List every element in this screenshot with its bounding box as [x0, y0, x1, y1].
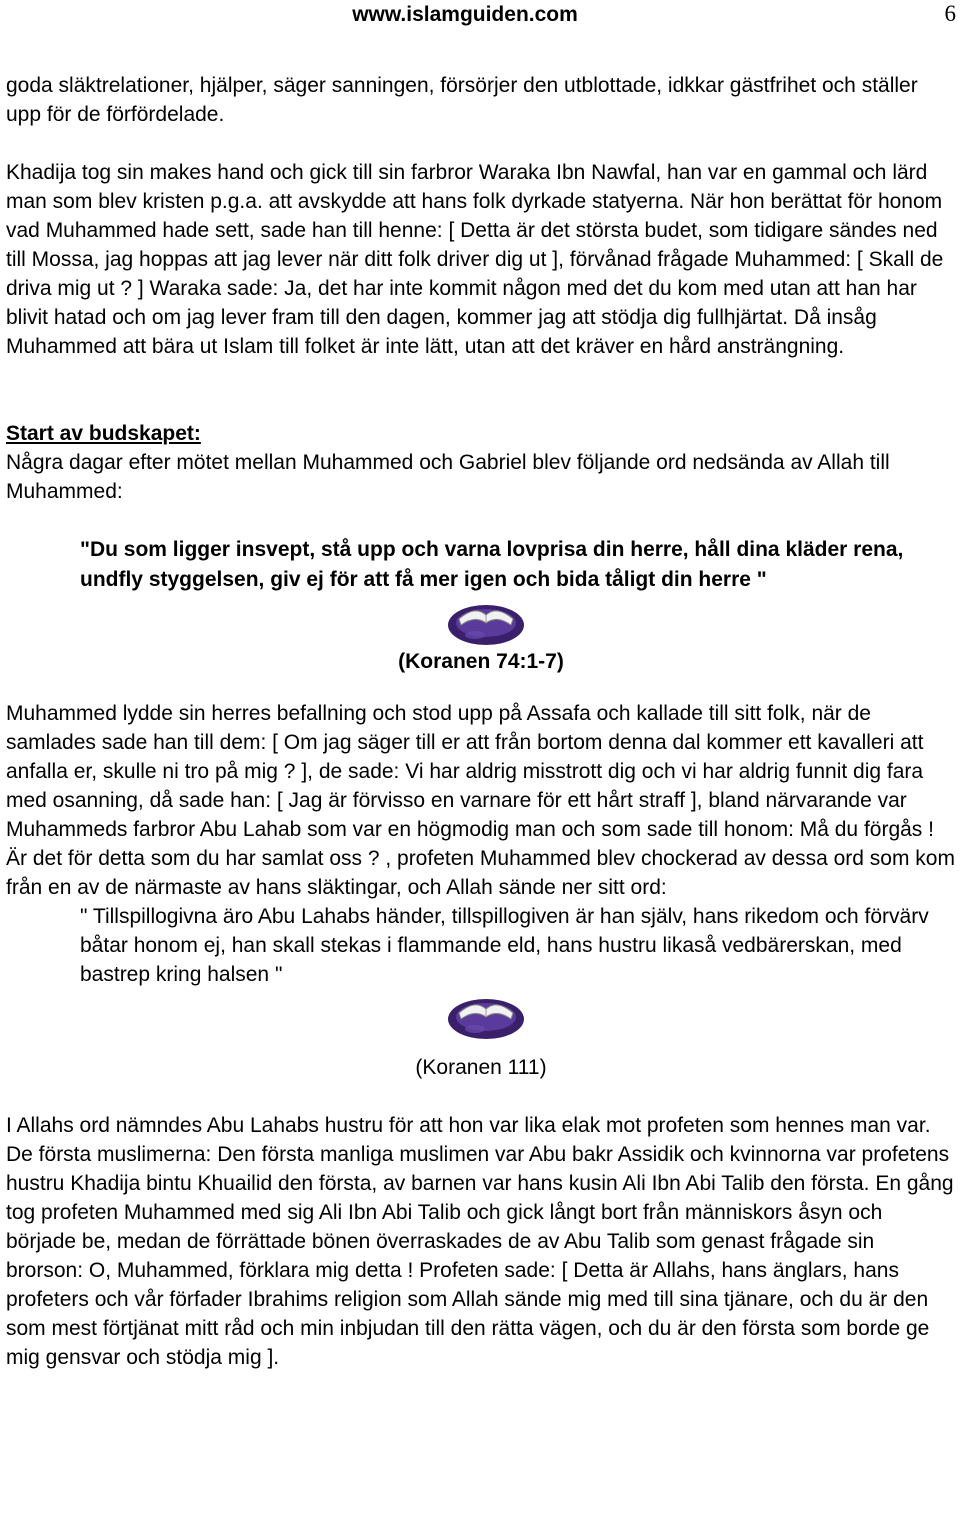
- paragraph-revelation-intro: Några dagar efter mötet mellan Muhammed och Gabriel blev följande ord nedsända av Allah till Muhammed:: [6, 451, 890, 503]
- page-number: 6: [944, 1, 956, 26]
- quran-quote-74: "Du som ligger insvept, stå upp och varna lovprisa din herre, håll dina kläder rena, undfly styggelsen, giv ej för att få mer igen och bida tåligt din herre ": [80, 538, 904, 591]
- book-icon-wrapper-2: [6, 989, 956, 1041]
- paragraph-first-muslims: I Allahs ord nämndes Abu Lahabs hustru för att hon var lika elak mot profeten som hennes man var. De första muslimerna: Den första manliga muslimen var Abu bakr Assidik och kvinnorna var profetens hustru Khadija bintu Khuailid den första, av barnen var hans kusin Ali Ibn Abi Talib den första. En gång tog profeten Muhammed med sig Ali Ibn Abi Talib och gick långt bort från människors åsyn och började be, medan de förrättade bönen överraskades de av Abu Talib som genast frågade sin brorson: O, Muhammed, förklara mig detta ! Profeten sade: [ Detta är Allahs, hans änglars, hans profeters och vår förfader Ibrahims religion som Allah sände mig med till sina tjänare, och du är den som mest förtjänat mitt råd och min inbjudan till den rätta vägen, och du är den första som borde ge mig gensvar och stödja mig ].: [6, 1114, 954, 1369]
- paragraph-assafa: Muhammed lydde sin herres befallning och stod upp på Assafa och kallade till sitt folk, när de samlades sade han till dem: [ Om jag säger till er att från bortom denna dal kommer ett kavalleri att anfalla er, skulle ni tro på mig ? ], de sade: Vi har aldrig misstrott dig och vi har aldrig funnit dig fara med osanning, då sade han: [ Jag är förvisso en varnare för ett hårt straff ], bland närvarande var Muhammeds farbror Abu Lahab som var en högmodig man och som sade till honom: Må du förgås ! Är det för detta som du har samlat oss ? , profeten Muhammed blev chockerad av dessa ord som kom från en av de närmaste av hans släktingar, och Allah sände ner sitt ord:: [6, 702, 955, 899]
- quran-reference-74: (Koranen 74:1-7): [398, 650, 564, 673]
- quran-book-icon: [445, 595, 527, 647]
- quran-quote-111: " Tillspillogivna äro Abu Lahabs händer, tillspillogiven är han själv, hans rikedom och förvärv båtar honom ej, han skall stekas i flammande eld, hans hustru likaså vedbärerskan, med bastrep kring halsen ": [80, 905, 929, 986]
- book-icon-wrapper: [6, 595, 956, 647]
- quran-book-icon: [445, 989, 527, 1041]
- quran-reference-111: (Koranen 111): [415, 1056, 547, 1079]
- paragraph-intro: goda släktrelationer, hjälper, säger sanningen, försörjer den utblottade, idkkar gästfrihet och ställer upp för de förfördelade.: [6, 74, 918, 126]
- page-content: [6, 71, 956, 1372]
- paragraph-khadija-waraka: Khadija tog sin makes hand och gick till sin farbror Waraka Ibn Nawfal, han var en gammal och lärd man som blev kristen p.g.a. att avskydde att hans folk dyrkade statyerna. När hon berättat för honom vad Muhammed hade sett, sade han till henne: [ Detta är det största budet, som tidigare sändes ned till Mossa, jag hoppas att jag lever när ditt folk driver dig ut ], förvånad frågade Muhammed: [ Skall de driva mig ut ? ] Waraka sade: Ja, det har inte kommit någon med det du kom med utan att han har blivit hatad och om jag lever fram till den dagen, kommer jag att stödja dig fullhjärtat. Då insåg Muhammed att bära ut Islam till folket är inte lätt, utan att det kräver en hård ansträngning.: [6, 161, 944, 358]
- site-url[interactable]: www.islamguiden.com: [352, 3, 578, 26]
- page-header: [0, 0, 960, 30]
- section-heading: Start av budskapet:: [6, 422, 201, 445]
